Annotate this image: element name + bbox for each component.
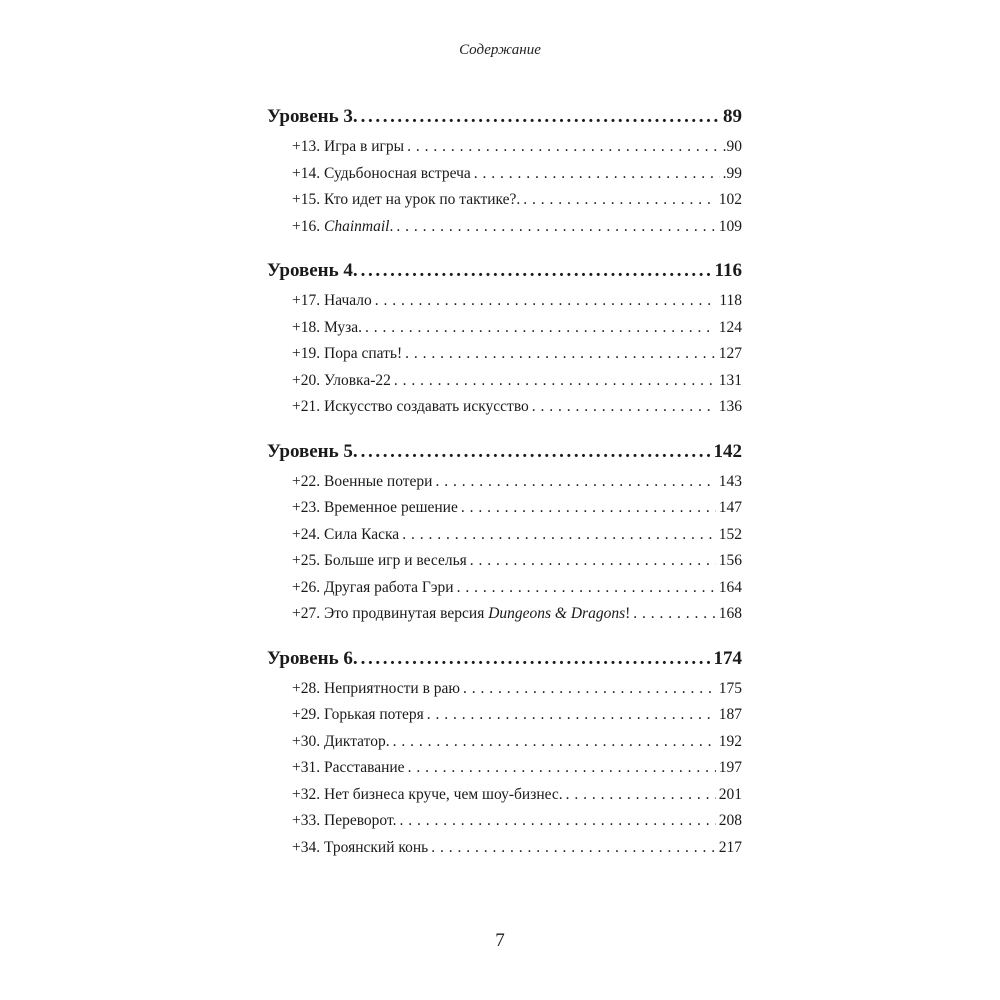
level-title: Уровень 4. [267, 260, 358, 281]
page-number: 7 [495, 930, 505, 951]
entry-title-suffix: ! [625, 605, 631, 622]
entry-title-text: Уловка-22 [324, 371, 391, 389]
toc-level-heading[interactable] [267, 642, 742, 676]
entry-page-number: 109 [718, 217, 742, 235]
level-page-number: 116 [714, 260, 742, 281]
dot-leader [394, 368, 716, 395]
toc-entry[interactable] [267, 394, 742, 421]
entry-title-text: Муза. [324, 318, 363, 336]
dot-leader [431, 835, 716, 862]
entry-title [292, 601, 630, 628]
entry-number: +26. [292, 578, 321, 596]
dot-leader [435, 469, 715, 496]
entry-title [292, 702, 424, 729]
toc-entry[interactable] [267, 469, 742, 496]
entry-title [292, 575, 454, 602]
entry-number: +23. [292, 499, 321, 516]
entry-number: +18. [292, 318, 321, 336]
level-page-number: 142 [713, 440, 742, 462]
entry-title [292, 782, 563, 809]
entry-title-text: Нет бизнеса круче, чем шоу-бизнес. [324, 785, 563, 803]
dot-leader [375, 288, 717, 315]
entry-title-text: Расставание [324, 759, 405, 776]
entry-title-text: Сила Каска [324, 525, 400, 543]
toc-level [267, 254, 742, 421]
toc-entry[interactable] [267, 548, 742, 575]
entry-page-number: 164 [718, 578, 742, 596]
toc-entry[interactable] [267, 782, 742, 809]
dot-leader [470, 548, 716, 575]
entry-page-number: 168 [718, 605, 742, 622]
entry-number: +31. [292, 759, 321, 776]
toc-entry[interactable] [267, 676, 742, 703]
entry-title [292, 729, 390, 756]
entry-title [292, 368, 391, 395]
level-page-number: 89 [723, 106, 742, 127]
dot-leader [361, 642, 711, 676]
entry-page-number: 147 [718, 499, 742, 516]
level-title: Уровень 5. [267, 440, 358, 462]
entry-title-text: Неприятности в раю [324, 679, 460, 697]
level-title: Уровень 6. [267, 647, 358, 669]
entry-title-text: Кто идет на урок по тактике?. [324, 191, 521, 208]
entry-title [292, 469, 432, 496]
toc-entry[interactable] [267, 575, 742, 602]
entry-page-number: 156 [718, 552, 742, 569]
toc-entry[interactable] [267, 729, 742, 756]
entry-title [292, 341, 402, 368]
entry-page-number: 201 [718, 785, 742, 803]
dot-leader [566, 782, 716, 809]
dot-leader [365, 315, 716, 342]
dot-leader [523, 187, 715, 214]
level-title: Уровень 3. [267, 106, 358, 127]
toc-level-heading[interactable] [267, 254, 742, 288]
toc-level [267, 435, 742, 628]
toc-entry[interactable] [267, 702, 742, 729]
entry-title-text: Диктатор. [324, 732, 390, 750]
dot-leader [463, 676, 716, 703]
dot-leader [399, 808, 715, 835]
toc-entry[interactable] [267, 522, 742, 549]
dot-leader [402, 522, 716, 549]
entry-number: +25. [292, 552, 321, 569]
toc-entry[interactable] [267, 288, 742, 315]
dot-leader [532, 394, 716, 421]
dot-leader [633, 601, 715, 628]
entry-title-text: Горькая потеря [324, 706, 424, 723]
entry-title-text: Начало [324, 292, 372, 309]
dot-leader [461, 495, 716, 522]
toc-entry[interactable] [267, 755, 742, 782]
toc-level-heading[interactable] [267, 100, 742, 134]
entry-title-text: Больше игр и веселья [324, 552, 467, 569]
entry-title [292, 161, 471, 188]
entry-title-text: Троянский конь [324, 838, 429, 856]
toc-entry[interactable] [267, 315, 742, 342]
entry-title-suffix: . [389, 217, 394, 235]
entry-number: +24. [292, 525, 321, 543]
toc-level [267, 642, 742, 862]
entry-title-text: Переворот. [324, 812, 397, 829]
entry-title [292, 394, 529, 421]
entry-title [292, 288, 372, 315]
entry-page-number: 187 [718, 706, 742, 723]
entry-title-text: Другая работа Гэри [324, 578, 454, 596]
entry-title [292, 214, 393, 241]
entry-page-number: 143 [718, 472, 742, 490]
entry-title [292, 835, 428, 862]
entry-number: +28. [292, 679, 321, 697]
entry-number: +14. [292, 164, 321, 182]
dot-leader [361, 100, 720, 134]
entry-number: +21. [292, 398, 321, 415]
toc-level [267, 100, 742, 240]
entry-page-number: 217 [718, 838, 742, 856]
entry-page-number: 208 [718, 812, 742, 829]
entry-title [292, 522, 399, 549]
entry-page-number: 175 [718, 679, 742, 697]
running-head: Содержание [459, 42, 541, 58]
entry-title-text: Военные потери [324, 472, 433, 490]
dot-leader [393, 729, 716, 756]
dot-leader [427, 702, 716, 729]
entry-page-number: 131 [718, 371, 742, 389]
toc-entry[interactable] [267, 134, 742, 161]
entry-title [292, 134, 404, 161]
dot-leader [405, 341, 716, 368]
dot-leader [457, 575, 716, 602]
entry-title-text: Временное решение [324, 499, 458, 516]
entry-title-prefix: Это продвинутая версия [324, 605, 489, 622]
entry-page-number: 102 [718, 191, 742, 208]
entry-number: +15. [292, 191, 321, 208]
entry-page-number: 124 [718, 318, 742, 336]
toc-entry[interactable] [267, 601, 742, 628]
entry-page-number: .99 [722, 164, 742, 182]
entry-title [292, 187, 520, 214]
dot-leader [474, 161, 720, 188]
entry-title [292, 676, 460, 703]
entry-page-number: 127 [718, 345, 742, 362]
entry-number: +27. [292, 605, 321, 622]
toc-entry[interactable] [267, 161, 742, 188]
entry-title-text: Искусство создавать искусство [324, 398, 529, 415]
toc-entry[interactable] [267, 495, 742, 522]
entry-page-number: 152 [718, 525, 742, 543]
toc-entry[interactable] [267, 341, 742, 368]
dot-leader [407, 134, 720, 161]
entry-number: +32. [292, 785, 321, 803]
entry-number: +22. [292, 472, 321, 490]
toc-entry[interactable] [267, 835, 742, 862]
entry-number: +19. [292, 345, 321, 362]
toc-entry[interactable] [267, 368, 742, 395]
entry-title-italic: Dungeons & Dragons [488, 605, 626, 622]
entry-number: +17. [292, 292, 321, 309]
entry-page-number: 118 [719, 292, 742, 309]
entry-page-number: 136 [718, 398, 742, 415]
entry-number: +33. [292, 812, 321, 829]
entry-number: +20. [292, 371, 321, 389]
toc-entry[interactable] [267, 214, 742, 241]
entry-title-text: Судьбоносная встреча [324, 164, 471, 182]
entry-number: +13. [292, 138, 321, 155]
toc-level-heading[interactable] [267, 435, 742, 469]
entry-title [292, 808, 396, 835]
entry-title-italic: Chainmail [324, 217, 390, 235]
entry-number: +34. [292, 838, 321, 856]
entry-title [292, 755, 405, 782]
dot-leader [408, 755, 716, 782]
entry-title-text: Игра в игры [324, 138, 405, 155]
table-of-contents [267, 100, 742, 875]
entry-number: +16. [292, 217, 321, 235]
entry-number: +30. [292, 732, 321, 750]
toc-entry[interactable] [267, 187, 742, 214]
dot-leader [361, 254, 712, 288]
entry-page-number: 197 [718, 759, 742, 776]
toc-entry[interactable] [267, 808, 742, 835]
entry-page-number: 192 [718, 732, 742, 750]
dot-leader [396, 214, 715, 241]
entry-number: +29. [292, 706, 321, 723]
dot-leader [361, 435, 711, 469]
entry-title [292, 548, 467, 575]
level-page-number: 174 [713, 647, 742, 669]
entry-title [292, 315, 362, 342]
entry-title [292, 495, 458, 522]
entry-page-number: .90 [722, 138, 742, 155]
entry-title-text: Пора спать! [324, 345, 403, 362]
